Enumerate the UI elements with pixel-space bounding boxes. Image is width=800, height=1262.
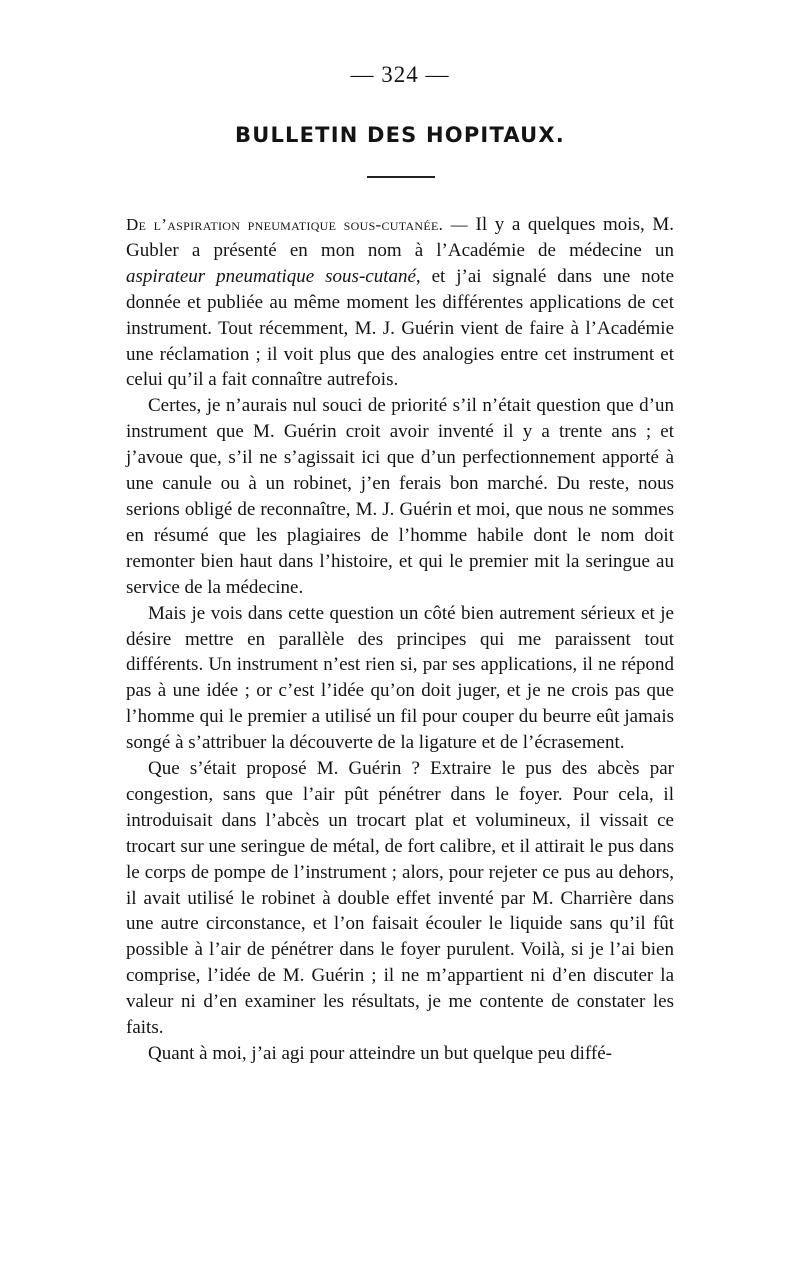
paragraph-1-text-b: , et j’ai signalé dans une note donnée et publiée au même moment les différentes applications de cet instrument. Tout récemment, M. J. Guérin vient de faire à l’Académie une réclamation ; il voit plus que des analogies entre cet instrument et celui qu’il a fait connaître autrefois. [126,265,674,391]
article-body [126,212,674,1067]
paragraph-2: Certes, je n’aurais nul souci de priorité s’il n’était question que d’un instrument que M. Guérin croit avoir inventé il y a trente ans ; et j’avoue que, s’il ne s’agissait ici que d’un perfectionnement apporté à une canule ou à un robinet, j’en ferais bon marché. Du reste, nous serions obligé de reconnaître, M. J. Guérin et moi, que nous ne sommes en résumé que les plagiaires de l’homme habile dont le nom doit remonter bien haut dans l’histoire, et qui le premier mit la seringue au service de la médecine. [126,395,674,598]
article-heading: De l’aspiration pneumatique sous-cutanée. — [126,215,468,234]
title-rule [367,176,435,178]
page-number: — 324 — [350,62,450,87]
instrument-name-italic: aspirateur pneumatique sous-cutané [126,265,416,287]
paragraph-1-text-a: Il y a quelques mois, M. Gubler a présenté en mon nom à l’Académie de médecine un [126,214,674,261]
running-head: BULLETIN DES HOPITAUX. [235,123,565,147]
paragraph-3: Mais je vois dans cette question un côté bien autrement sérieux et je désire mettre en parallèle des principes qui me paraissent tout différents. Un instrument n’est rien si, par ses applications, il ne répond pas à une idée ; or c’est l’idée qu’on doit juger, et je ne crois pas que l’homme qui le premier a utilisé un fil pour couper du beurre eût jamais songé à s’attribuer la découverte de la ligature et de l’écrasement. [126,602,674,754]
paragraph-4: Que s’était proposé M. Guérin ? Extraire le pus des abcès par congestion, sans que l’air pût pénétrer dans le foyer. Pour cela, il introduisait dans l’abcès un trocart plat et volumineux, il vissait ce trocart sur une seringue de métal, de fort calibre, et il attirait le pus dans le corps de pompe de l’instrument ; alors, pour rejeter ce pus au dehors, il avait utilisé le robinet à double effet inventé par M. Charrière dans une autre circonstance, et l’on faisait écouler le liquide sans qu’il fût possible à l’air de pénétrer dans le foyer purulent. Voilà, si je l’ai bien comprise, l’idée de M. Guérin ; il ne m’appartient ni d’en discuter la valeur ni d’en examiner les résultats, je me contente de constater les faits. [126,758,674,1039]
paragraph-5: Quant à moi, j’ai agi pour atteindre un but quelque peu diffé- [148,1043,612,1064]
paragraph-1 [126,212,674,393]
